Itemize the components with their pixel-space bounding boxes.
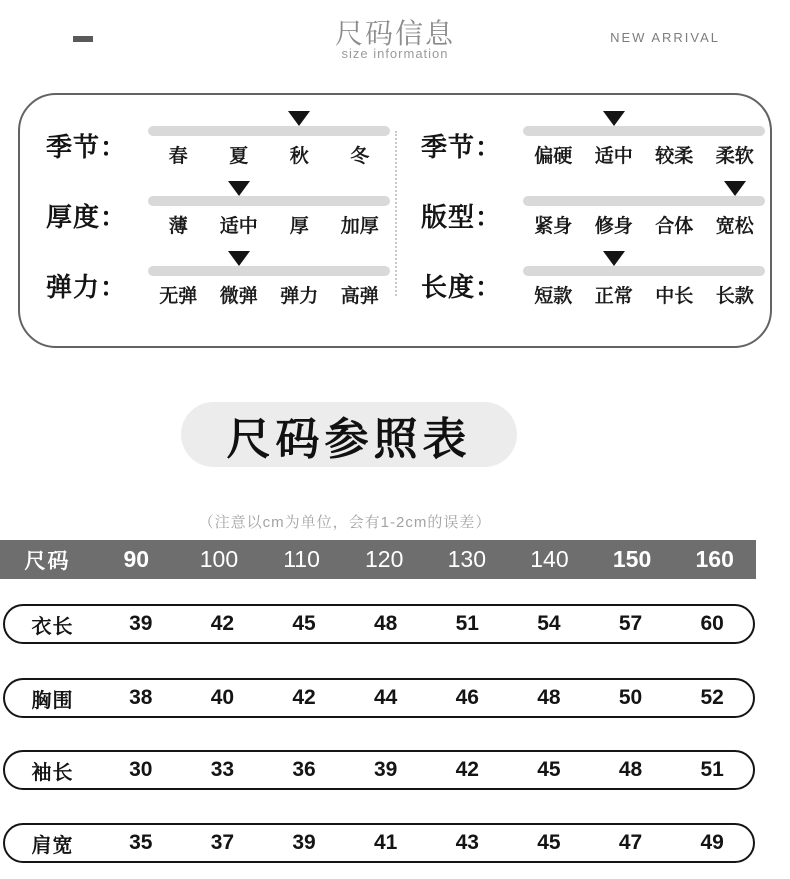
measurement-value: 49	[700, 831, 724, 854]
measurement-value: 42	[210, 612, 235, 635]
slider-marker-row	[523, 251, 765, 266]
size-table-header-row	[0, 540, 756, 579]
slider-option: 秋	[289, 146, 309, 167]
attribute-row	[46, 251, 395, 308]
slider-option: 适中	[594, 146, 633, 167]
slider-option: 春	[168, 146, 188, 167]
measurement-value: 60	[700, 612, 724, 635]
size-table-header	[0, 540, 756, 579]
slider-option: 薄	[168, 216, 188, 237]
attribute-panel	[18, 93, 772, 348]
measurement-value: 41	[374, 831, 398, 854]
measurement-value: 43	[455, 831, 479, 854]
attribute-row	[46, 111, 395, 168]
slider-option: 高弹	[340, 286, 379, 307]
table-row	[3, 823, 755, 863]
measurement-value: 48	[618, 758, 643, 781]
slider-marker-icon	[228, 251, 250, 266]
measurement-value: 45	[537, 758, 561, 781]
measurement-value: 51	[455, 612, 479, 635]
slider-marker-row	[523, 181, 765, 196]
attribute-label: 季节：	[421, 132, 503, 162]
slider-marker-icon	[228, 181, 250, 196]
slider-marker-row	[148, 251, 390, 266]
measurement-value: 57	[618, 612, 643, 635]
slider-track	[523, 266, 765, 276]
attribute-label: 厚度：	[46, 202, 128, 232]
attribute-row	[421, 111, 770, 168]
table-row-grid	[5, 606, 753, 642]
slider-option: 宽松	[715, 216, 754, 237]
attribute-slider	[148, 111, 390, 168]
unit-note: （注意以cm为单位，会有1-2cm的误差）	[198, 514, 492, 531]
size-column-header: 130	[447, 546, 486, 572]
measurement-value: 50	[618, 686, 643, 709]
table-row-grid	[5, 825, 753, 861]
slider-option: 加厚	[340, 216, 379, 237]
slider-track	[523, 126, 765, 136]
measurement-value: 45	[537, 831, 561, 854]
table-row	[3, 678, 755, 718]
measurement-value: 54	[537, 612, 561, 635]
row-label: 袖长	[31, 761, 74, 784]
slider-options	[523, 141, 765, 168]
slider-option: 夏	[229, 146, 249, 167]
table-row	[3, 750, 755, 790]
attribute-column-left	[20, 95, 395, 346]
attribute-row	[421, 251, 770, 308]
slider-marker-icon	[724, 181, 746, 196]
attribute-slider	[523, 111, 765, 168]
size-column-header: 120	[365, 546, 404, 572]
slider-marker-icon	[603, 111, 625, 126]
attribute-row	[46, 181, 395, 238]
slider-option: 无弹	[159, 286, 198, 307]
attribute-slider	[148, 251, 390, 308]
slider-marker-row	[523, 111, 765, 126]
measurement-value: 38	[129, 686, 153, 709]
slider-option: 冬	[350, 146, 370, 167]
size-reference-title: 尺码参照表	[226, 414, 472, 464]
size-column-header: 90	[123, 546, 150, 572]
measurement-value: 44	[374, 686, 398, 709]
row-label: 胸围	[31, 689, 74, 712]
slider-option: 修身	[594, 216, 633, 237]
measurement-value: 42	[455, 758, 479, 781]
slider-option: 长款	[715, 286, 754, 307]
attribute-slider	[148, 181, 390, 238]
size-column-header: 160	[695, 546, 734, 572]
measurement-value: 52	[700, 686, 724, 709]
slider-options	[148, 281, 390, 308]
measurement-value: 45	[292, 612, 316, 635]
measurement-value: 48	[374, 612, 398, 635]
slider-option: 柔软	[715, 146, 754, 167]
slider-marker-icon	[288, 111, 310, 126]
table-row-grid	[5, 752, 753, 788]
panel-divider	[395, 131, 397, 296]
measurement-value: 36	[292, 758, 316, 781]
new-arrival-label: NEW ARRIVAL	[610, 30, 720, 45]
slider-option: 合体	[655, 216, 694, 237]
slider-options	[523, 281, 765, 308]
measurement-value: 39	[129, 612, 153, 635]
size-column-header: 110	[283, 546, 320, 572]
measurement-value: 37	[210, 831, 235, 854]
measurement-value: 39	[374, 758, 398, 781]
attribute-slider	[523, 181, 765, 238]
size-column-header: 100	[199, 546, 239, 572]
table-row	[3, 604, 755, 644]
page-subtitle: size information	[341, 46, 449, 61]
attribute-label: 弹力：	[46, 272, 128, 302]
slider-option: 中长	[655, 286, 694, 307]
measurement-value: 30	[129, 758, 153, 781]
slider-track	[148, 266, 390, 276]
slider-option: 紧身	[534, 216, 573, 237]
row-label: 肩宽	[31, 834, 74, 857]
attribute-column-right	[395, 95, 770, 346]
size-column-header: 140	[530, 546, 569, 572]
attribute-label: 版型：	[421, 202, 503, 232]
measurement-value: 33	[210, 758, 235, 781]
slider-option: 微弹	[219, 286, 258, 307]
slider-option: 厚	[289, 216, 309, 237]
slider-track	[148, 126, 390, 136]
measurement-value: 40	[210, 686, 235, 709]
size-reference-title-pill	[181, 402, 517, 467]
slider-marker-row	[148, 181, 390, 196]
size-table-header-label: 尺码	[24, 549, 71, 573]
measurement-value: 47	[618, 831, 643, 854]
measurement-value: 42	[292, 686, 316, 709]
measurement-value: 51	[700, 758, 724, 781]
slider-option: 适中	[219, 216, 258, 237]
measurement-value: 48	[537, 686, 561, 709]
slider-options	[523, 211, 765, 238]
slider-marker-icon	[603, 251, 625, 266]
table-row-grid	[5, 680, 753, 716]
measurement-value: 35	[129, 831, 153, 854]
slider-option: 短款	[534, 286, 573, 307]
page-title: 尺码信息	[334, 18, 455, 49]
slider-option: 偏硬	[534, 146, 573, 167]
slider-option: 正常	[594, 286, 633, 307]
measurement-value: 39	[292, 831, 316, 854]
slider-option: 较柔	[655, 146, 694, 167]
slider-options	[148, 141, 390, 168]
measurement-value: 46	[455, 686, 479, 709]
slider-options	[148, 211, 390, 238]
slider-marker-row	[148, 111, 390, 126]
attribute-label: 长度：	[421, 272, 503, 302]
attribute-label: 季节：	[46, 132, 128, 162]
row-label: 衣长	[31, 615, 74, 638]
attribute-slider	[523, 251, 765, 308]
slider-track	[523, 196, 765, 206]
slider-option: 弹力	[280, 286, 319, 307]
slider-track	[148, 196, 390, 206]
size-column-header: 150	[612, 546, 652, 572]
attribute-row	[421, 181, 770, 238]
